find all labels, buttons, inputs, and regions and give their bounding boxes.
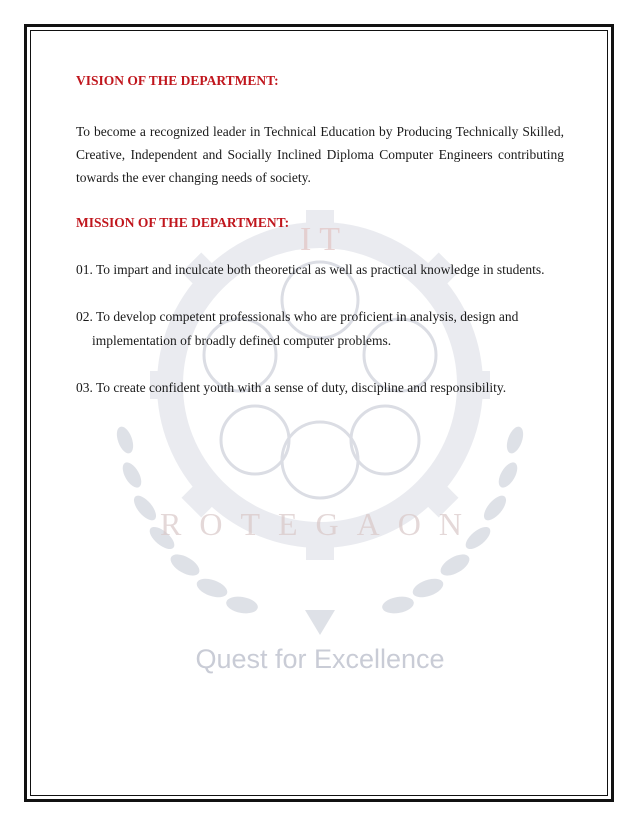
- mission-item-2: 02. To develop competent professionals who are proficient in analysis, design and: [76, 309, 519, 324]
- watermark-letters-top: I T: [300, 221, 340, 258]
- mission-heading: MISSION OF THE DEPARTMENT:: [76, 215, 290, 230]
- watermark-letters-bottom: ROTEGAON: [160, 506, 480, 542]
- mission-item-1: 01. To impart and inculcate both theoretical as well as practical knowledge in students.: [76, 262, 545, 277]
- mission-item-2-continued: implementation of broadly defined computer problems.: [92, 333, 392, 348]
- vision-text: To become a recognized leader in Technical Education by Producing Technically Skilled, Creative, Independent and Socially Inclined Diploma Computer Engineers contributing towards the ever changing needs of society.: [76, 124, 564, 185]
- watermark-motto: Quest for Excellence: [195, 644, 445, 674]
- mission-item-3: 03. To create confident youth with a sense of duty, discipline and responsibility.: [76, 380, 507, 395]
- vision-heading: VISION OF THE DEPARTMENT:: [76, 73, 279, 88]
